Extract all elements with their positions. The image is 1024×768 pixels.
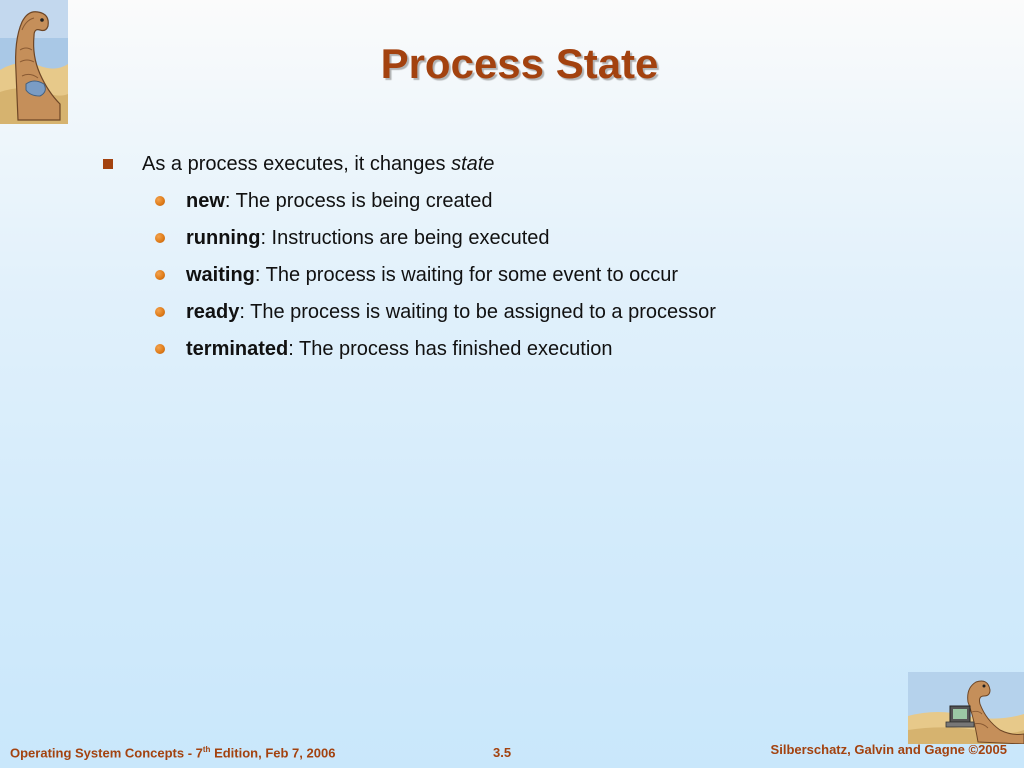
state-item-new (102, 187, 982, 224)
footer-copyright: Silberschatz, Galvin and Gagne ©2005 (770, 742, 1007, 757)
state-item-terminated (102, 335, 982, 372)
round-bullet-icon (155, 270, 165, 280)
state-description: : The process has finished execution (288, 338, 613, 360)
state-description: : The process is being created (224, 190, 493, 212)
round-bullet-icon (155, 307, 165, 317)
state-description: : The process is waiting for some event to occur (254, 264, 679, 286)
slide-content (102, 150, 982, 372)
footer-book-title (10, 745, 335, 760)
bullet-intro-text: As a process executes, it changes (142, 153, 452, 175)
state-term: waiting (186, 264, 255, 286)
state-item-ready (102, 298, 982, 335)
state-term: new (186, 190, 225, 212)
bullet-intro-emphasis: state (451, 153, 495, 175)
state-description: : Instructions are being executed (260, 227, 550, 249)
round-bullet-icon (155, 196, 165, 206)
round-bullet-icon (155, 344, 165, 354)
state-term: terminated (186, 338, 289, 360)
page-number: 3.5 (493, 745, 512, 760)
state-description: : The process is waiting to be assigned to a processor (239, 301, 716, 323)
state-item-waiting (102, 261, 982, 298)
footer-left-suffix: Edition, Feb 7, 2006 (210, 745, 336, 761)
square-bullet-icon (103, 159, 113, 169)
footer-left-prefix: Operating System Concepts - 7 (10, 745, 203, 761)
state-term: running (186, 227, 261, 249)
round-bullet-icon (155, 233, 165, 243)
state-item-running (102, 224, 982, 261)
footer-left-sup: th (202, 745, 211, 754)
dinosaur-computer-icon (908, 672, 1024, 744)
slide-title: Process State (380, 40, 659, 87)
state-term: ready (186, 301, 240, 323)
bullet-process-state (102, 150, 982, 180)
